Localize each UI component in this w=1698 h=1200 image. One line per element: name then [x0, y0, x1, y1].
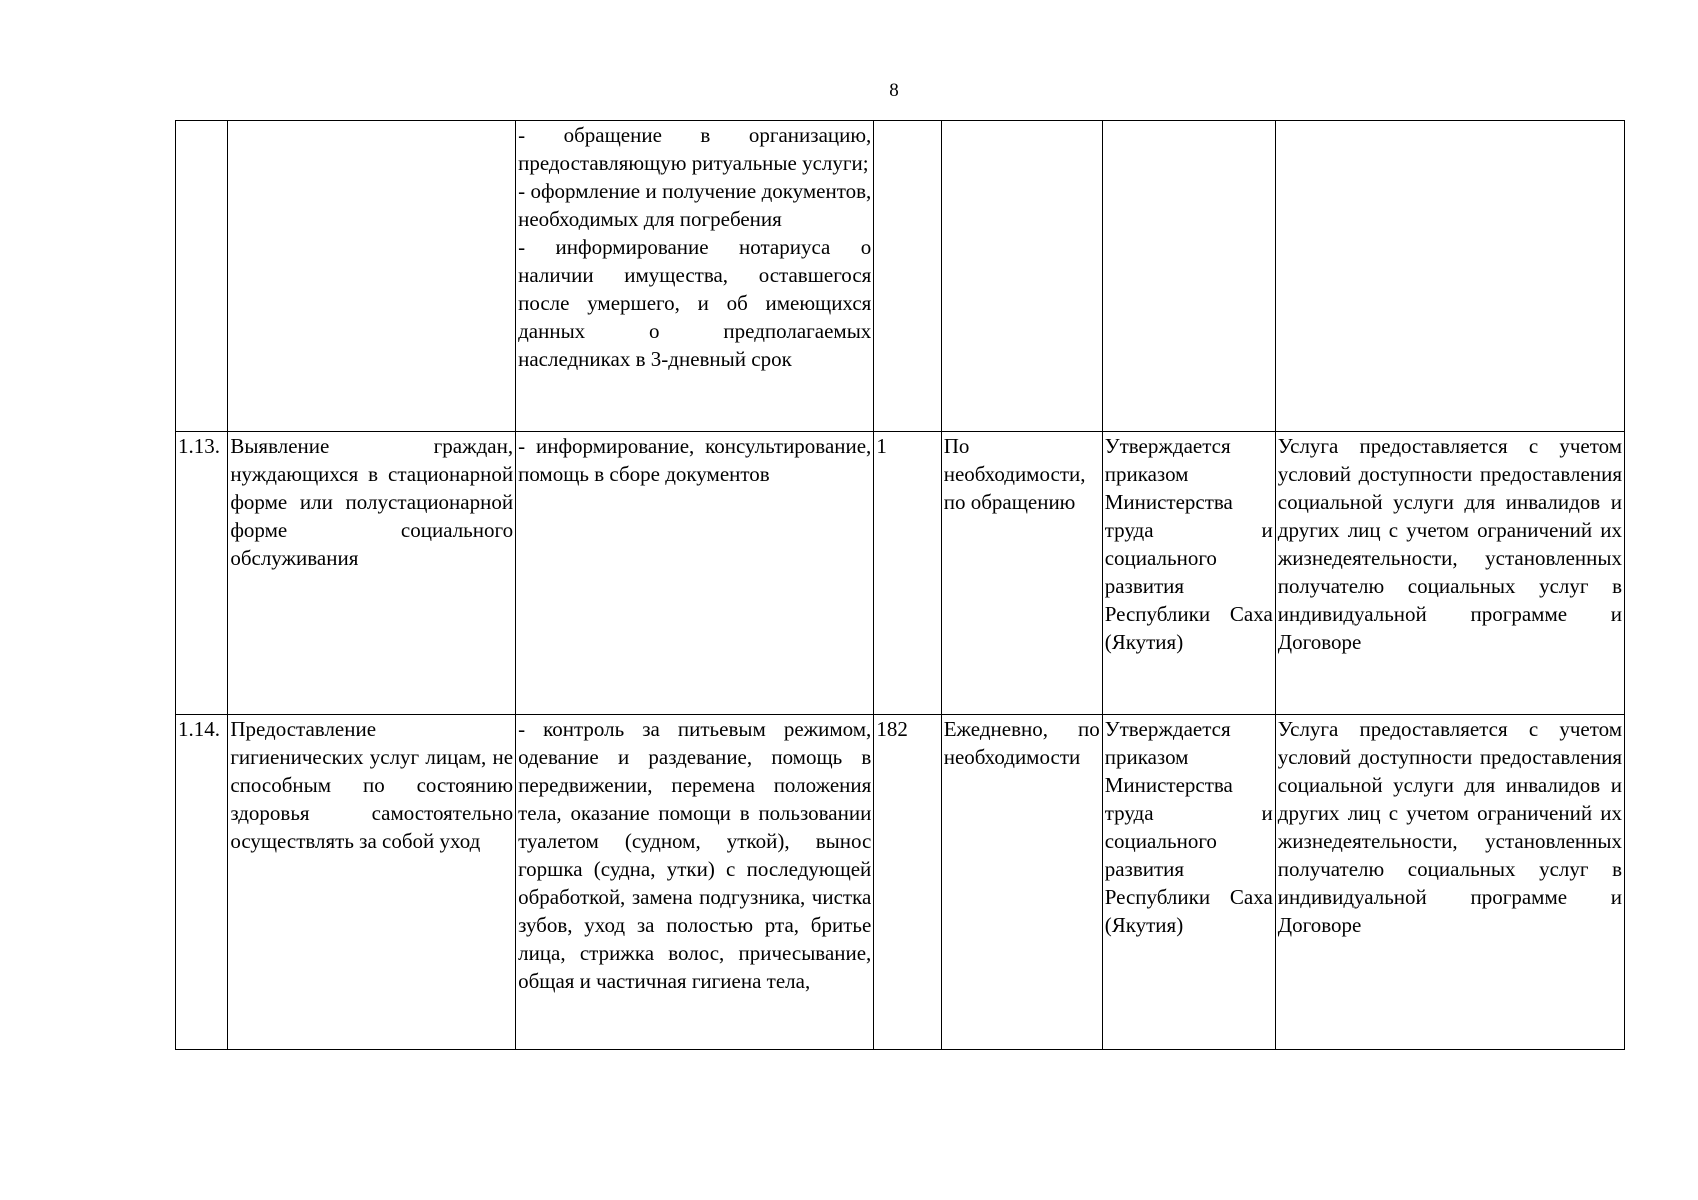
content-item: - информирование, консультирование, помощь в сборе документов — [518, 434, 872, 486]
service-name-cell: Выявление граждан, нуждающихся в стационарной форме или полустационарной форме социального обслуживания — [228, 432, 516, 715]
volume-cell — [874, 121, 941, 432]
service-content-cell — [516, 715, 874, 1050]
content-item: - оформление и получение документов, необходимых для погребения — [518, 179, 872, 231]
norm-cell: Утверждается приказом Министерства труда и социального развития Республики Саха (Якутия) — [1102, 432, 1275, 715]
row-number-cell: 1.14. — [176, 715, 228, 1050]
norm-cell — [1102, 121, 1275, 432]
table-row — [176, 121, 1625, 432]
content-item: - информирование нотариуса о наличии имущества, оставшегося после умершего, и об имеющихся данных о предполагаемых наследниках в 3-дневный срок — [518, 235, 872, 371]
conditions-cell: Услуга предоставляется с учетом условий доступности предоставления социальной услуги для инвалидов и других лиц с учетом ограничений их жизнедеятельности, установленных получателю социальных услуг в индивидуальной программе и Договоре — [1275, 715, 1624, 1050]
period-cell: По необходимости, по обращению — [941, 432, 1102, 715]
row-number-cell: 1.13. — [176, 432, 228, 715]
content-item: - обращение в организацию, предоставляющую ритуальные услуги; — [518, 123, 872, 175]
volume-cell: 182 — [874, 715, 941, 1050]
table-row — [176, 715, 1625, 1050]
service-content-cell — [516, 432, 874, 715]
row-number-cell — [176, 121, 228, 432]
service-name-cell — [228, 121, 516, 432]
content-item: - контроль за питьевым режимом, одевание и раздевание, помощь в передвижении, перемена положения тела, оказание помощи в пользовании туалетом (судном, уткой), вынос горшка (судна, утки) с последующей обработкой, замена подгузника, чистка зубов, уход за полостью рта, бритье лица, стрижка волос, причесывание, общая и частичная гигиена тела, — [518, 717, 872, 993]
period-cell: Ежедневно, по необходимости — [941, 715, 1102, 1050]
volume-cell: 1 — [874, 432, 941, 715]
services-table — [175, 120, 1625, 1050]
table-row — [176, 432, 1625, 715]
conditions-cell: Услуга предоставляется с учетом условий доступности предоставления социальной услуги для инвалидов и других лиц с учетом ограничений их жизнедеятельности, установленных получателю социальных услуг в индивидуальной программе и Договоре — [1275, 432, 1624, 715]
norm-cell: Утверждается приказом Министерства труда и социального развития Республики Саха (Якутия) — [1102, 715, 1275, 1050]
conditions-cell — [1275, 121, 1624, 432]
service-name-cell: Предоставление гигиенических услуг лицам, не способным по состоянию здоровья самостоятельно осуществлять за собой уход — [228, 715, 516, 1050]
service-content-cell — [516, 121, 874, 432]
page-number: 8 — [889, 80, 899, 101]
period-cell — [941, 121, 1102, 432]
